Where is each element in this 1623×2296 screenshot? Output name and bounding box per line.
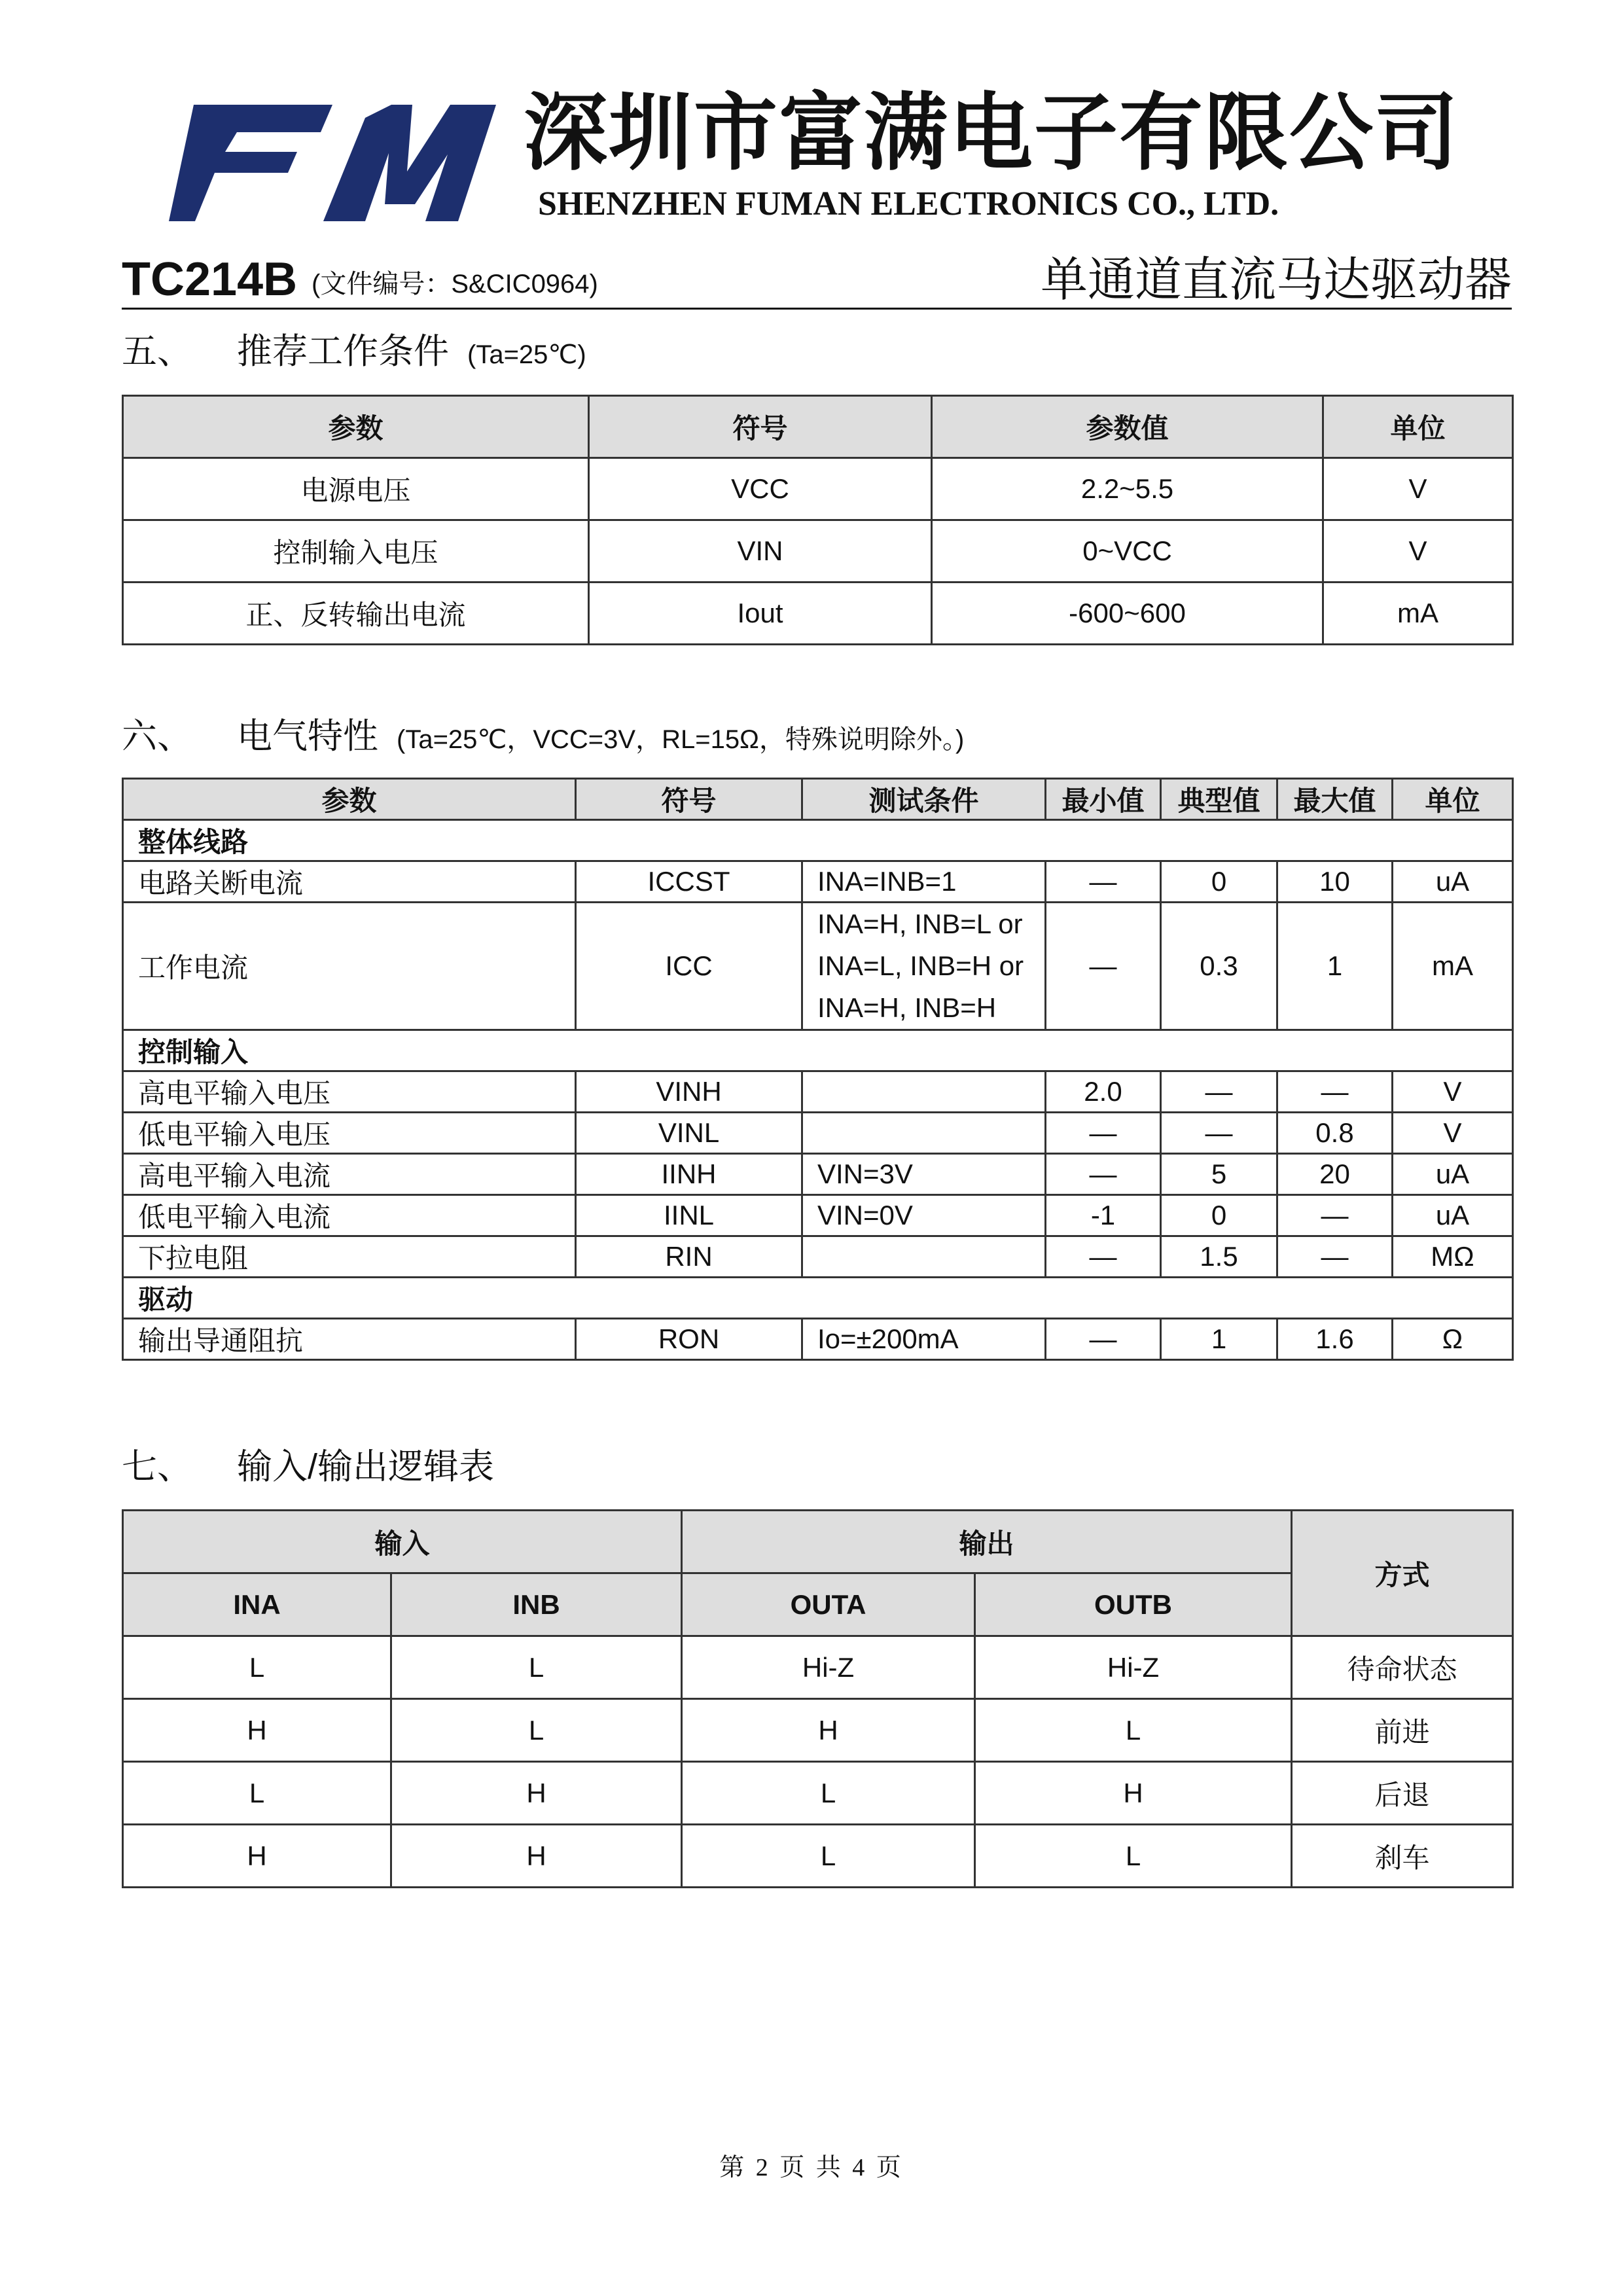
table-cell: 后退 [1292, 1762, 1513, 1825]
header-cell-output: 输出 [682, 1511, 1292, 1573]
test-condition-cell [802, 903, 1046, 1030]
table-cell: 前进 [1292, 1699, 1513, 1762]
table-cell: 低电平输入电流 [123, 1195, 576, 1236]
table-row [123, 1236, 1513, 1278]
table-cell: — [1046, 1319, 1161, 1360]
table-cell: 0~VCC [932, 520, 1323, 583]
table-header-row [123, 779, 1513, 820]
section-title: 推荐工作条件 [237, 332, 449, 371]
product-title: 单通道直流马达驱动器 [1040, 252, 1512, 307]
table-cell: mA [1393, 903, 1513, 1030]
table-cell: L [123, 1762, 391, 1825]
table-cell: — [1277, 1195, 1393, 1236]
header-cell: OUTB [975, 1573, 1292, 1636]
table-cell: VCC [589, 458, 932, 520]
table-cell: VINL [576, 1113, 802, 1154]
table-cell: RON [576, 1319, 802, 1360]
page-footer: 第 2 页 共 4 页 [719, 2154, 904, 2181]
table-cell: — [1046, 861, 1161, 903]
table-header-row [123, 1511, 1513, 1573]
table-cell: V [1323, 458, 1513, 520]
section-condition: (Ta=25℃) [467, 340, 586, 369]
table-cell: 0 [1161, 1195, 1277, 1236]
group-row [123, 1030, 1513, 1071]
table-cell: 0.3 [1161, 903, 1277, 1030]
table-cell: 正、反转输出电流 [123, 583, 589, 645]
table-cell: IINH [576, 1154, 802, 1195]
section-title: 电气特性 [237, 717, 378, 756]
table-cell: VINH [576, 1071, 802, 1113]
table-cell: 下拉电阻 [123, 1236, 576, 1278]
section-title: 输入/输出逻辑表 [237, 1447, 495, 1486]
table-cell: Ω [1393, 1319, 1513, 1360]
table-row [123, 861, 1513, 903]
table-cell: — [1046, 903, 1161, 1030]
table-cell: H [391, 1825, 682, 1888]
group-label: 整体线路 [123, 820, 1513, 861]
table-row [123, 1762, 1513, 1825]
electrical-characteristics-table [122, 778, 1514, 1361]
header-cell: 最大值 [1277, 779, 1393, 820]
table-cell: H [975, 1762, 1292, 1825]
table-cell: — [1161, 1071, 1277, 1113]
table-cell: 工作电流 [123, 903, 576, 1030]
document-header [122, 250, 1512, 309]
table-row [123, 1195, 1513, 1236]
table-cell: uA [1393, 1195, 1513, 1236]
table-cell: Iout [589, 583, 932, 645]
table-row [123, 583, 1513, 645]
table-cell: Hi-Z [682, 1636, 975, 1699]
header-cell: INB [391, 1573, 682, 1636]
section-6-heading [122, 713, 964, 762]
section-number: 七、 [122, 1447, 192, 1486]
section-5-heading [122, 329, 586, 378]
table-row [123, 1636, 1513, 1699]
model-number: TC214B [122, 253, 298, 306]
table-cell: 高电平输入电流 [123, 1154, 576, 1195]
table-cell: VIN [589, 520, 932, 583]
table-header-row [123, 396, 1513, 458]
section-number: 六、 [122, 717, 192, 756]
table-cell [802, 1071, 1046, 1113]
table-cell: 0.8 [1277, 1113, 1393, 1154]
header-cell: 参数 [123, 396, 589, 458]
header-cell: 典型值 [1161, 779, 1277, 820]
table-cell: VIN=3V [802, 1154, 1046, 1195]
table-cell: 高电平输入电压 [123, 1071, 576, 1113]
table-cell: — [1277, 1071, 1393, 1113]
header-divider [122, 308, 1512, 310]
table-cell: 5 [1161, 1154, 1277, 1195]
header-cell: 参数值 [932, 396, 1323, 458]
table-row [123, 903, 1513, 1030]
table-row [123, 1319, 1513, 1360]
table-cell: RIN [576, 1236, 802, 1278]
table-cell: 2.0 [1046, 1071, 1161, 1113]
table-cell: L [123, 1636, 391, 1699]
table-cell: 输出导通阻抗 [123, 1319, 576, 1360]
table-cell: 1 [1161, 1319, 1277, 1360]
table-row [123, 1699, 1513, 1762]
table-cell: -600~600 [932, 583, 1323, 645]
logic-truth-table [122, 1509, 1514, 1888]
table-cell: 刹车 [1292, 1825, 1513, 1888]
table-cell: L [975, 1699, 1292, 1762]
table-cell: 10 [1277, 861, 1393, 903]
group-row [123, 1278, 1513, 1319]
header-cell-input: 输入 [123, 1511, 682, 1573]
group-row [123, 820, 1513, 861]
table-cell: V [1393, 1113, 1513, 1154]
table-row [123, 458, 1513, 520]
header-cell-mode: 方式 [1292, 1511, 1513, 1636]
table-cell: ICCST [576, 861, 802, 903]
group-label: 驱动 [123, 1278, 1513, 1319]
header-cell: OUTA [682, 1573, 975, 1636]
table-cell: H [123, 1825, 391, 1888]
header-cell: 符号 [589, 396, 932, 458]
table-cell: 电源电压 [123, 458, 589, 520]
table-cell: — [1046, 1236, 1161, 1278]
table-cell: 控制输入电压 [123, 520, 589, 583]
table-cell: — [1161, 1113, 1277, 1154]
table-row [123, 1825, 1513, 1888]
company-name-en: SHENZHEN FUMAN ELECTRONICS CO., LTD. [538, 185, 1279, 223]
table-cell: mA [1323, 583, 1513, 645]
table-cell: H [391, 1762, 682, 1825]
table-cell: 0 [1161, 861, 1277, 903]
table-cell: H [682, 1699, 975, 1762]
table-cell: IINL [576, 1195, 802, 1236]
table-cell: — [1277, 1236, 1393, 1278]
header-cell: INA [123, 1573, 391, 1636]
header-cell: 符号 [576, 779, 802, 820]
section-number: 五、 [122, 332, 192, 371]
document-number: (文件编号：S&CIC0964) [312, 270, 598, 298]
table-cell: 电路关断电流 [123, 861, 576, 903]
header-cell: 参数 [123, 779, 576, 820]
table-cell: L [682, 1825, 975, 1888]
table-cell: — [1046, 1113, 1161, 1154]
table-cell: INA=INB=1 [802, 861, 1046, 903]
table-cell [802, 1113, 1046, 1154]
recommended-conditions-table [122, 395, 1514, 645]
condition-line: INA=L, INB=H or [817, 950, 1024, 981]
table-cell: 20 [1277, 1154, 1393, 1195]
table-cell: -1 [1046, 1195, 1161, 1236]
table-cell: L [391, 1699, 682, 1762]
table-cell: L [975, 1825, 1292, 1888]
company-logo [169, 105, 496, 221]
table-cell: V [1393, 1071, 1513, 1113]
table-cell: L [682, 1762, 975, 1825]
header-cell: 测试条件 [802, 779, 1046, 820]
company-name-cn: 深圳市富满电子有限公司 [524, 84, 1460, 182]
table-cell: 1.6 [1277, 1319, 1393, 1360]
table-cell: VIN=0V [802, 1195, 1046, 1236]
table-cell: V [1323, 520, 1513, 583]
table-cell: 1.5 [1161, 1236, 1277, 1278]
table-cell: H [123, 1699, 391, 1762]
condition-line: INA=H, INB=H [817, 992, 997, 1023]
condition-line: INA=H, INB=L or [817, 908, 1023, 939]
header-cell: 单位 [1393, 779, 1513, 820]
table-cell: L [391, 1636, 682, 1699]
table-cell: 2.2~5.5 [932, 458, 1323, 520]
table-cell: 低电平输入电压 [123, 1113, 576, 1154]
table-cell: uA [1393, 1154, 1513, 1195]
table-row [123, 520, 1513, 583]
table-cell [802, 1236, 1046, 1278]
table-cell: MΩ [1393, 1236, 1513, 1278]
table-cell: 待命状态 [1292, 1636, 1513, 1699]
table-row [123, 1071, 1513, 1113]
table-cell: Io=±200mA [802, 1319, 1046, 1360]
table-cell: uA [1393, 861, 1513, 903]
section-7-heading [122, 1444, 494, 1490]
section-condition: (Ta=25℃，VCC=3V，RL=15Ω，特殊说明除外。) [397, 725, 965, 754]
table-row [123, 1113, 1513, 1154]
table-cell: ICC [576, 903, 802, 1030]
table-cell: — [1046, 1154, 1161, 1195]
header-cell: 最小值 [1046, 779, 1161, 820]
table-cell: 1 [1277, 903, 1393, 1030]
group-label: 控制输入 [123, 1030, 1513, 1071]
header-cell: 单位 [1323, 396, 1513, 458]
table-row [123, 1154, 1513, 1195]
table-cell: Hi-Z [975, 1636, 1292, 1699]
